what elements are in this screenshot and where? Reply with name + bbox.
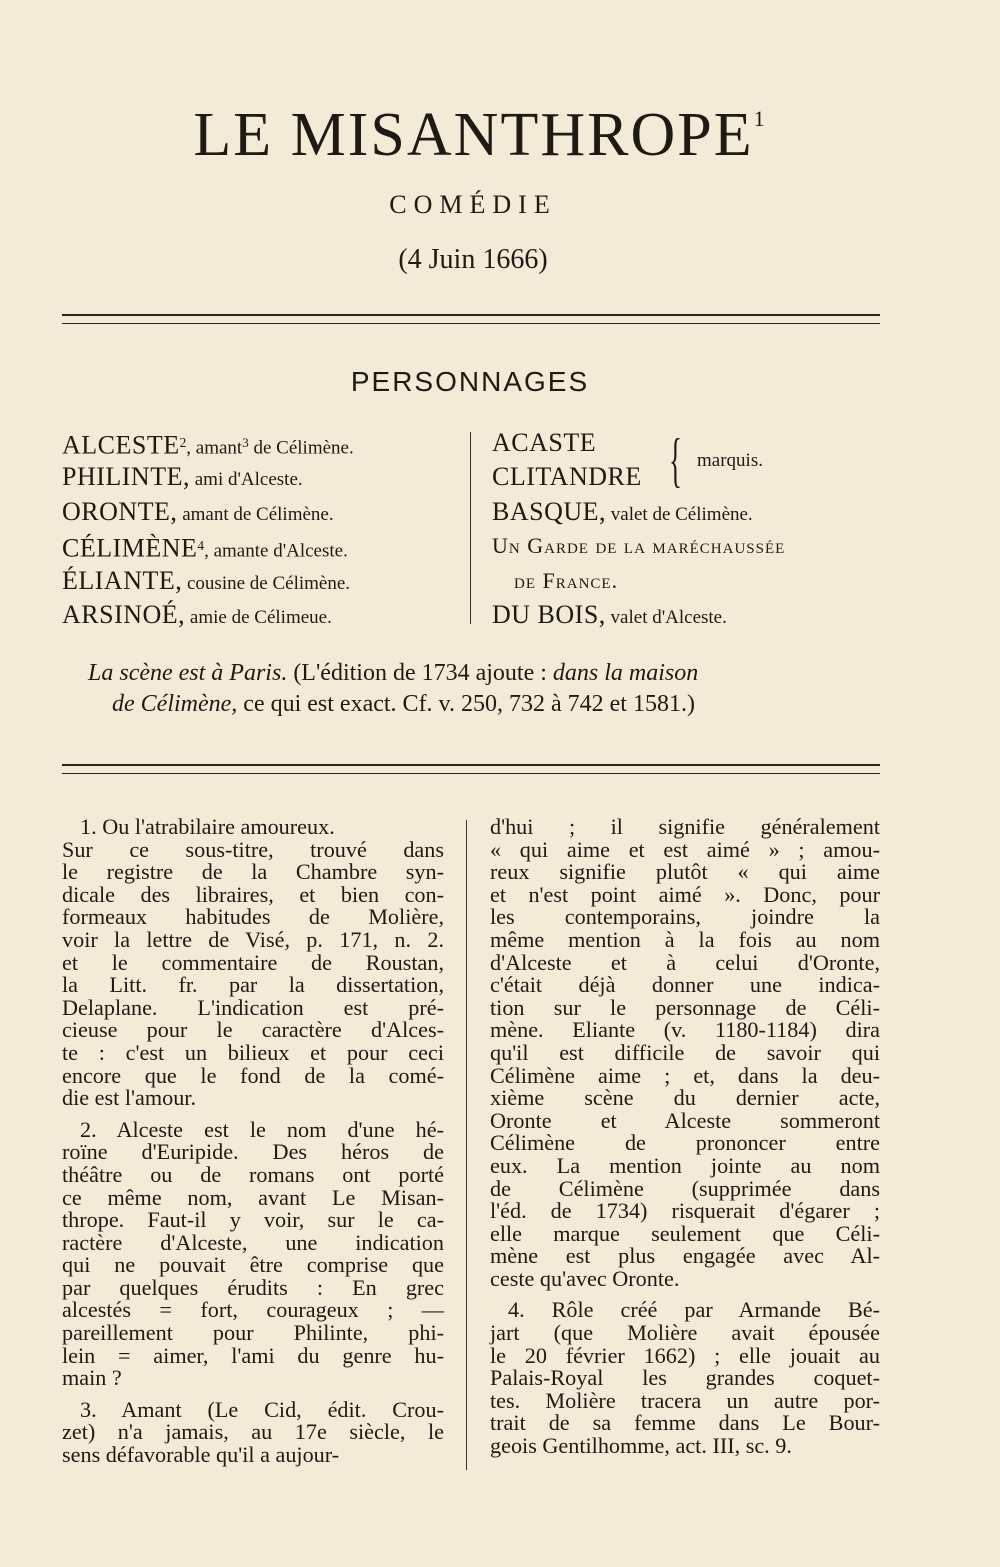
marquis-group — [492, 426, 912, 495]
footnote-line: 3. Amant (Le Cid, édit. Crou- — [80, 1396, 444, 1422]
footnote-line: et le commentaire de Roustan, — [62, 949, 444, 975]
premiere-date: (4 Juin 1666) — [398, 244, 548, 275]
footnote-line: Célimène aime ; et, dans la deu- — [490, 1062, 880, 1088]
footnote-line: zet) n'a jamais, au 17e siècle, le — [62, 1419, 444, 1445]
footnote-line: sens défavorable qu'il a aujour- — [62, 1442, 340, 1468]
footnote-line: lein = aimer, l'ami du genre hu- — [62, 1342, 444, 1368]
footnote-line: formeaux habitudes de Molière, — [62, 904, 444, 930]
footnote-line: dicale des libraires, et bien con- — [62, 881, 444, 907]
top-double-rule — [62, 314, 880, 324]
footnote-line: mène. Eliante (v. 1180-1184) dira — [490, 1017, 880, 1043]
footnote-line: encore que le fond de la comé- — [62, 1062, 444, 1088]
footnote-line: théâtre ou de romans ont porté — [62, 1161, 444, 1187]
footnote-line: xième scène du dernier acte, — [490, 1085, 880, 1111]
footnote-line: tes. Molière tracera un autre por- — [490, 1387, 880, 1413]
cast-entry: ORONTE, amant de Célimène. — [62, 496, 334, 526]
footnote-line: elle marque seulement que Céli- — [490, 1220, 880, 1246]
footnote-line: Sur ce sous-titre, trouvé dans — [62, 836, 444, 862]
footnote-line: et n'est point aimé ». Donc, pour — [490, 881, 880, 907]
footnote-line: le 20 février 1662) ; elle jouait au — [490, 1342, 880, 1368]
footnote-line: 4. Rôle créé par Armande Bé- — [508, 1297, 880, 1323]
brace-glyph: { — [669, 427, 682, 493]
footnotes-col-left — [62, 816, 444, 1467]
footnote-line: roïne d'Euripide. Des héros de — [62, 1139, 444, 1165]
footnote-line: pareillement pour Philinte, phi- — [62, 1320, 444, 1346]
footnote-line: d'hui ; il signifie généralement — [490, 814, 880, 839]
cast-entry: DU BOIS, valet d'Alceste. — [492, 599, 727, 629]
scene-note: La scène est à Paris. (L'édition de 1734 ajoute : dans la maison de Célimène, ce qui est exact. Cf. v. 250, 732 à 742 et 1581.) — [88, 660, 699, 717]
footnote-line: ceste qu'avec Oronte. — [490, 1265, 680, 1291]
cast-divider — [470, 432, 471, 624]
footnotes-col-right — [490, 816, 880, 1458]
footnote-line: les contemporains, joindre la — [490, 904, 880, 930]
footnote-line: Oronte et Alceste sommeront — [490, 1107, 880, 1133]
footnote-line: trait de sa femme dans Le Bour- — [490, 1410, 880, 1436]
footnote-line: c'était déjà donner une indica- — [490, 972, 880, 998]
footnote-line: geois Gentilhomme, act. III, sc. 9. — [490, 1433, 792, 1459]
footnote-line: le registre de la Chambre syn- — [62, 859, 444, 885]
cast-entry: ÉLIANTE, cousine de Célimène. — [62, 565, 351, 595]
cast-entry: ALCESTE$^2$, amant$^3$ de Célimène. — [62, 430, 354, 460]
footnote-line: mène est plus engagée avec Al- — [490, 1243, 880, 1269]
cast-entry-cont: de France. — [514, 567, 619, 593]
footnote-line: Delaplane. L'indication est pré- — [62, 994, 444, 1020]
footnote-line: l'éd. de 1734) risquerait d'égarer ; — [490, 1198, 880, 1224]
footnote-line: eux. La mention jointe au nom — [490, 1152, 880, 1178]
footnote-line: Célimène de prononcer entre — [490, 1130, 880, 1156]
cast-entry: PHILINTE, ami d'Alceste. — [62, 462, 303, 492]
footnote-line: jart (que Molière avait épousée — [490, 1320, 880, 1346]
footnote-line: ractère d'Alceste, une indication — [62, 1229, 444, 1255]
footnote-line: même mention à la fois au nom — [490, 926, 880, 952]
footnote-line: qu'il est difficile de savoir qui — [490, 1039, 880, 1065]
personnages-heading: PERSONNAGES — [350, 366, 590, 397]
title-footnote-mark: 1 — [753, 106, 767, 131]
footnote-line: 1. Ou l'atrabilaire amoureux. — [80, 814, 335, 839]
cast-list-left — [62, 426, 467, 632]
footnotes-divider — [466, 820, 467, 1470]
footnote-line: voir la lettre de Visé, p. 171, n. 2. — [62, 926, 444, 952]
footnote-line: de Célimène (supprimée dans — [490, 1175, 880, 1201]
footnote-line: cieuse pour le caractère d'Alces- — [62, 1017, 444, 1043]
footnote-line: reux signifie plutôt « qui aime — [490, 859, 880, 885]
footnote-line: la Litt. fr. par la dissertation, — [62, 972, 444, 998]
footnote-line: « qui aime et est aimé » ; amou- — [490, 836, 880, 862]
notes-double-rule — [62, 764, 880, 774]
cast-entry: BASQUE, valet de Célimène. — [492, 496, 753, 526]
footnote-line: par quelques érudits : En grec — [62, 1274, 444, 1300]
subtitle: COMÉDIE — [389, 190, 557, 219]
cast-entry: CÉLIMÈNE$^4$, amante d'Alceste. — [62, 533, 348, 563]
footnote-line: d'Alceste et à celui d'Oronte, — [490, 949, 880, 975]
cast-entry: ARSINOÉ, amie de Célimeue. — [62, 599, 332, 629]
cast-list-right — [492, 426, 912, 632]
footnote-line: main ? — [62, 1365, 122, 1391]
cast-clitandre: CLITANDRE — [492, 462, 642, 492]
footnote-line: ce même nom, avant Le Misan- — [62, 1184, 444, 1210]
footnote-line: thrope. Faut-il y voir, sur le ca- — [62, 1207, 444, 1233]
footnote-line: tion sur le personnage de Céli- — [490, 994, 880, 1020]
marquis-label: marquis. — [697, 450, 763, 471]
footnote-line: 2. Alceste est le nom d'une hé- — [80, 1116, 444, 1142]
footnote-line: te : c'est un bilieux et pour ceci — [62, 1039, 444, 1065]
cast-entry: Un Garde de la maréchaussée — [492, 533, 786, 559]
footnote-line: Palais-Royal les grandes coquet- — [490, 1365, 880, 1391]
cast-acaste: ACASTE — [492, 428, 597, 457]
footnote-line: qui ne pouvait être comprise que — [62, 1252, 444, 1278]
footnote-line: alcestés = fort, courageux ; — — [62, 1297, 444, 1323]
page-title: LE MISANTHROPE$^1$ — [193, 101, 767, 169]
footnote-line: die est l'amour. — [62, 1085, 197, 1111]
